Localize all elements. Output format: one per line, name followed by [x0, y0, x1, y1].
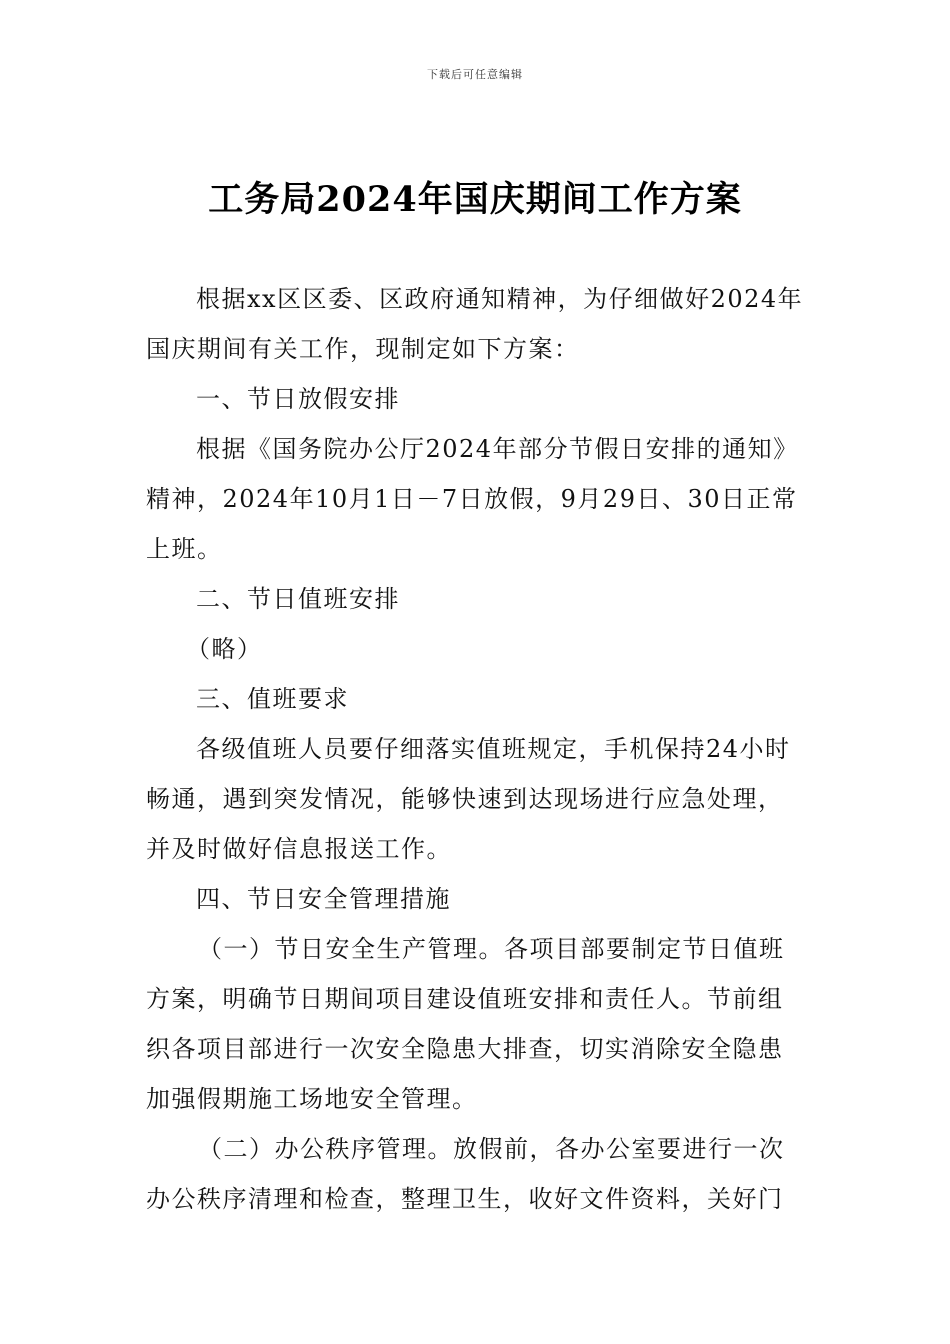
body-line: 国庆期间有关工作，现制定如下方案：: [146, 335, 580, 363]
section-heading: 四、节日安全管理措施: [196, 885, 451, 913]
body-line: 畅通，遇到突发情况，能够快速到达现场进行应急处理，: [146, 785, 784, 813]
body-line: 各级值班人员要仔细落实值班规定，手机保持24小时: [196, 735, 791, 763]
body-line: （略）: [186, 635, 263, 663]
body-line: （一）节日安全生产管理。各项目部要制定节日值班: [198, 935, 785, 963]
body-line: （二）办公秩序管理。放假前，各办公室要进行一次: [198, 1135, 785, 1163]
body-line: 上班。: [146, 535, 223, 563]
page-header-note: 下载后可任意编辑: [427, 68, 523, 81]
body-line: 精神，2024年10月1日－7日放假，9月29日、30日正常: [146, 485, 798, 513]
body-line: 办公秩序清理和检查，整理卫生，收好文件资料，关好门: [146, 1185, 784, 1213]
body-line: 织各项目部进行一次安全隐患大排查，切实消除安全隐患: [146, 1035, 784, 1063]
document-title: 工务局2024年国庆期间工作方案: [208, 179, 742, 220]
section-heading: 三、值班要求: [196, 685, 349, 713]
body-line: 根据xx区区委、区政府通知精神，为仔细做好2024年: [196, 285, 804, 313]
section-heading: 二、节日值班安排: [196, 585, 400, 613]
document-body: [146, 274, 808, 1224]
body-line: 方案，明确节日期间项目建设值班安排和责任人。节前组: [146, 985, 784, 1013]
section-heading: 一、节日放假安排: [196, 385, 400, 413]
body-line: 并及时做好信息报送工作。: [146, 835, 452, 863]
body-line: 根据《国务院办公厅2024年部分节假日安排的通知》: [196, 435, 799, 463]
body-line: 加强假期施工场地安全管理。: [146, 1085, 478, 1113]
